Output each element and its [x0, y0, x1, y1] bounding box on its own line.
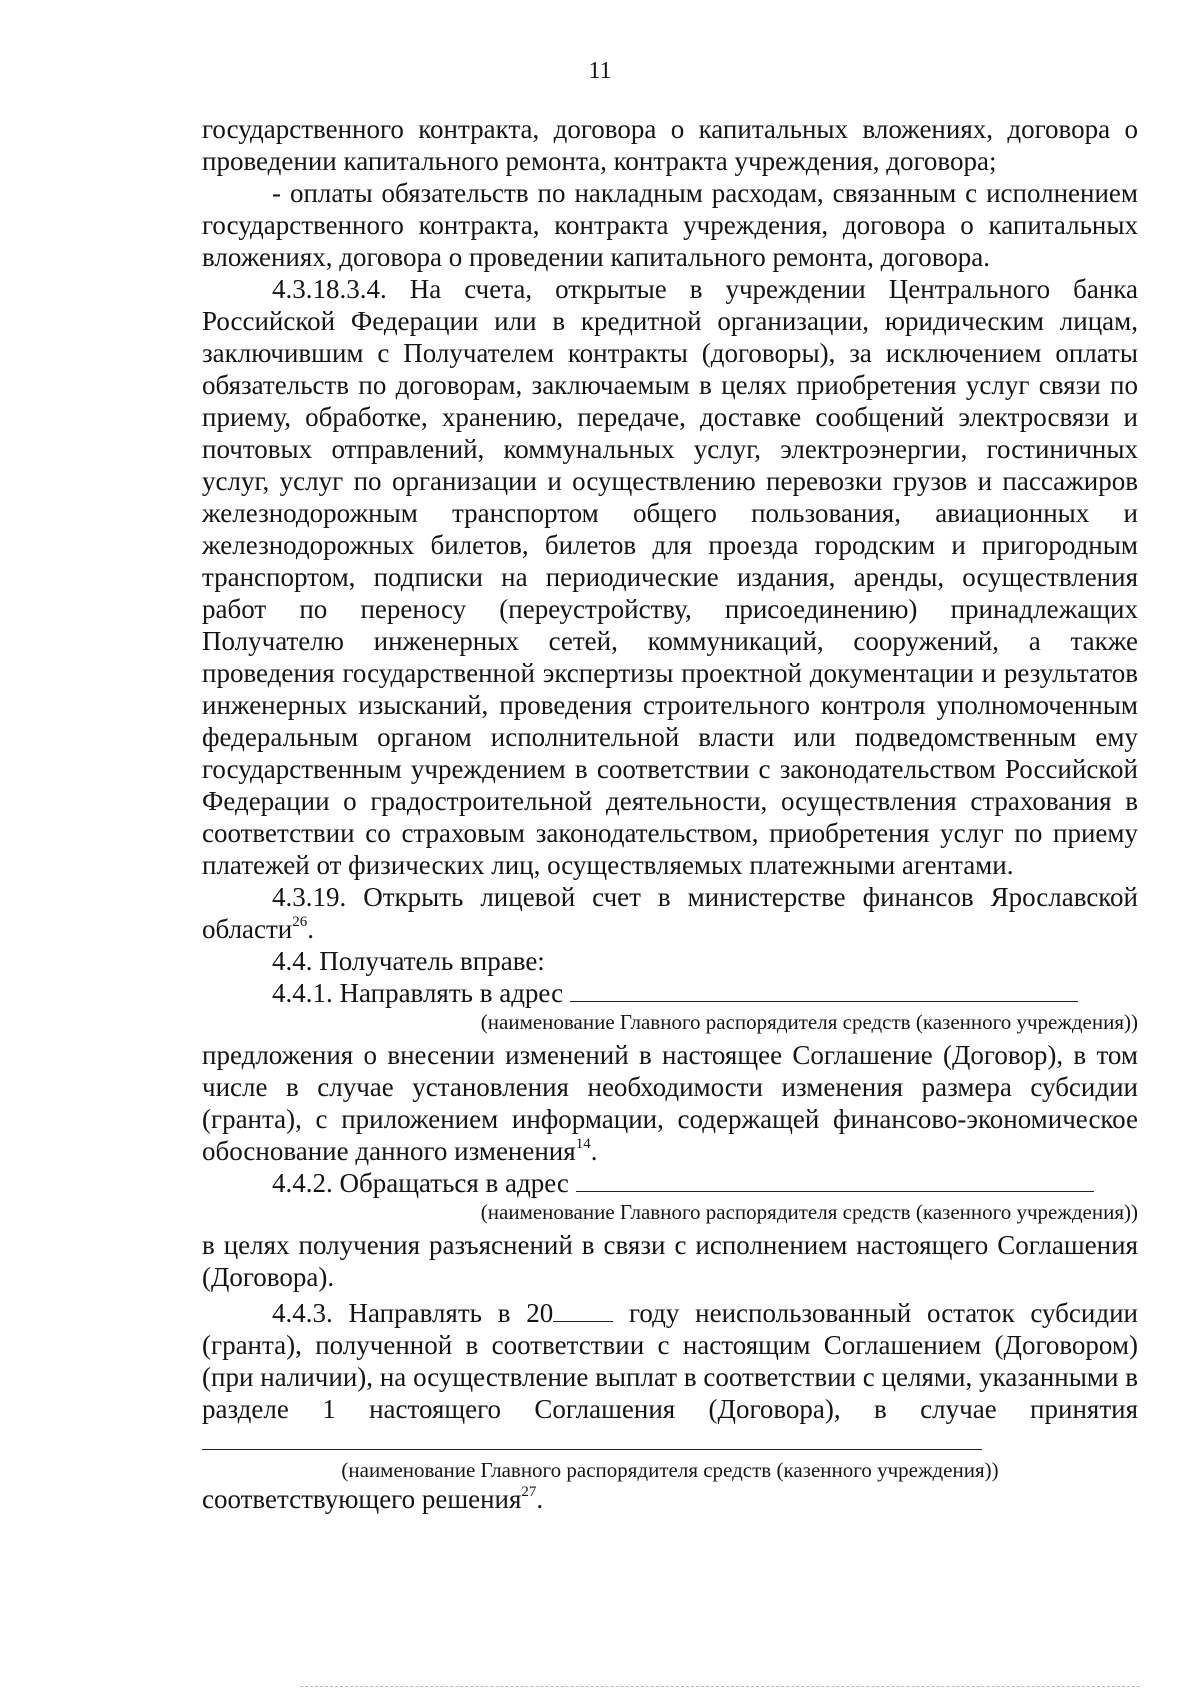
paragraph-4-4-3 — [202, 1297, 1138, 1457]
paragraph-4-4-1-lead-text: 4.4.1. Направлять в адрес — [272, 978, 564, 1008]
paragraph-4-4-2-lead — [202, 1167, 1138, 1199]
paragraph-continuation: государственного контракта, договора о капитальных вложениях, договора о проведении капитального ремонта, контракта учреждения, договора; — [202, 114, 1138, 176]
fill-line-year — [553, 1299, 613, 1322]
footnote-ref-14: 14 — [575, 1136, 591, 1152]
paragraph-4-3-18-3-4: 4.3.18.3.4. На счета, открытые в учреждении Центрального банка Российской Федерации или в кредитной организации, юридическим лицам, заключившим с Получателем контракты (договоры), за исключением оплаты обязательств по договорам, заключаемым в целях приобретения услуг связи по приему, обработке, хранению, передаче, доставке сообщений электросвязи и почтовых отправлений, коммунальных услуг, электроэнергии, гостиничных услуг, услуг по организации и осуществлению перевозки грузов и пассажиров железнодорожным транспортом общего пользования, авиационных и железнодорожных билетов, билетов для проезда городским и пригородным транспортом, подписки на периодические издания, аренды, осуществления работ по переносу (переустройству, присоединению) принадлежащих Получателю инженерных сетей, коммуникаций, сооружений, а также проведения государственной экспертизы проектной документации и результатов инженерных изысканий, проведения строительного контроля уполномоченным федеральным органом исполнительной власти или подведомственным ему государственным учреждением в соответствии с законодательством Российской Федерации о градостроительной деятельности, осуществления страхования в соответствии со страховым законодательством, приобретения услуг по приему платежей от физических лиц, осуществляемых платежными агентами. — [202, 274, 1138, 880]
paragraph-4-4: 4.4. Получатель вправе: — [272, 946, 545, 976]
caption-field-2: (наименование Главного распорядителя средств (казенного учреждения)) — [480, 1200, 1138, 1224]
page-number: 11 — [588, 58, 612, 84]
paragraph-4-4-2-body: в целях получения разъяснений в связи с исполнением настоящего Соглашения (Договора). — [202, 1230, 1138, 1292]
paragraph-4-3-19: 4.3.19. Открыть лицевой счет в министерстве финансов Ярославской области$^{26}$. — [202, 882, 1138, 944]
fill-line-recipient-3 — [202, 1427, 982, 1450]
paragraph-4-3-19-text: 4.3.19. Открыть лицевой счет в министерстве финансов Ярославской области — [202, 882, 1138, 944]
footnote-ref-27: 27 — [521, 1484, 537, 1500]
fill-line-recipient-2 — [576, 1169, 1094, 1192]
scan-edge-line — [300, 1686, 1140, 1687]
paragraph-4-4-1-body: предложения о внесении изменений в настоящее Соглашение (Договор), в том числе в случае установления необходимости изменения размера субсидии (гранта), с приложением информации, содержащей финансово-экономическое обоснование данного изменения$^{14}$. — [202, 1040, 1138, 1166]
paragraph-4-4-3-lead: 4.4.3. Направлять в 20 — [272, 1298, 554, 1328]
paragraph-4-4-1-lead — [202, 977, 1138, 1009]
fill-line-recipient-1 — [570, 979, 1078, 1002]
paragraph-4-4-3-end: соответствующего решения$^{27}$. — [202, 1484, 544, 1514]
document-body — [202, 113, 1138, 1515]
caption-field-1: (наименование Главного распорядителя средств (казенного учреждения)) — [480, 1010, 1138, 1034]
footnote-ref-26: 26 — [292, 914, 308, 930]
paragraph-overhead-costs: - оплаты обязательств по накладным расходам, связанным с исполнением государственного контракта, контракта учреждения, договора о капитальных вложениях, договора о проведении капитального ремонта, договора. — [202, 178, 1138, 272]
caption-field-3: (наименование Главного распорядителя средств (казенного учреждения)) — [341, 1458, 999, 1482]
paragraph-4-4-3-end-text: соответствующего решения — [202, 1484, 522, 1514]
paragraph-4-4-3-text: году неиспользованный остаток субсидии (гранта), полученной в соответствии с настоящим Соглашением (Договором) (при наличии), на осуществление выплат в соответствии с целями, указанными в разделе 1 настоящего Соглашения (Договора), в случае принятия — [202, 1298, 1138, 1424]
paragraph-4-4-1-text: предложения о внесении изменений в настоящее Соглашение (Договор), в том числе в случае установления необходимости изменения размера субсидии (гранта), с приложением информации, содержащей финансово-экономическое обоснование данного изменения — [202, 1040, 1138, 1166]
paragraph-4-4-2-lead-text: 4.4.2. Обращаться в адрес — [272, 1168, 569, 1198]
